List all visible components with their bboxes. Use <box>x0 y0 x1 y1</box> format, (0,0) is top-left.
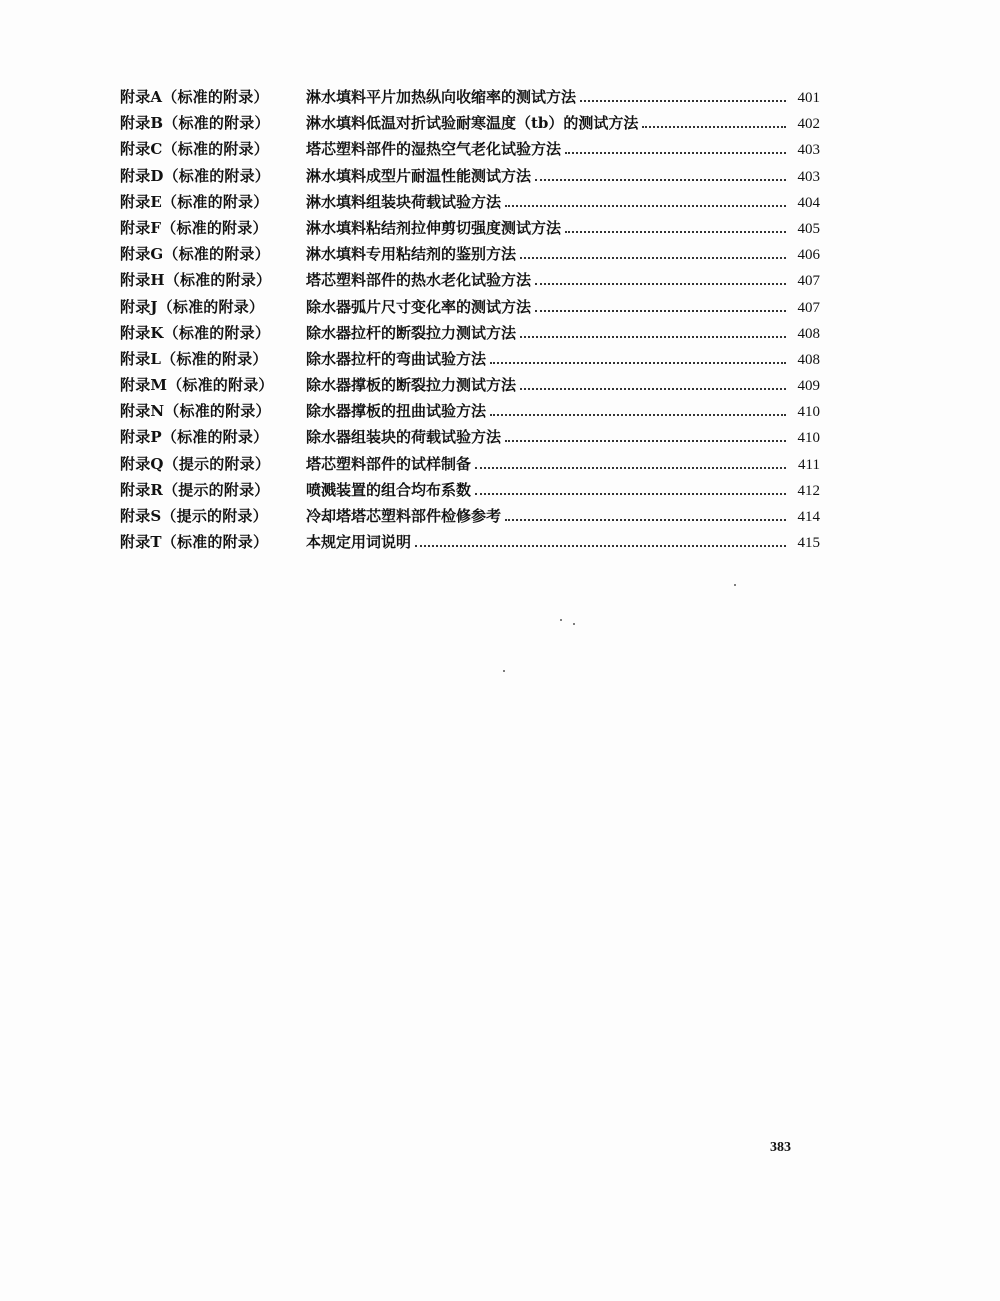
dot-leader <box>475 467 786 469</box>
toc-entry <box>120 398 820 424</box>
entry-page-number: 411 <box>798 456 820 473</box>
entry-label: 附录G（标准的附录） <box>120 245 270 264</box>
entry-page-number: 403 <box>797 142 820 159</box>
entry-page-number: 410 <box>797 430 820 447</box>
entry-page-number: 401 <box>797 90 820 106</box>
entry-page-number: 404 <box>797 194 820 211</box>
entry-title: 除水器撑板的扭曲试验方法 <box>306 402 487 421</box>
entry-page-number: 412 <box>797 482 820 499</box>
entry-page-number: 410 <box>797 404 820 421</box>
toc-entry <box>120 346 820 372</box>
entry-label: 附录F（标准的附录） <box>120 218 268 237</box>
toc-entry <box>120 477 820 503</box>
entry-title: 塔芯塑料部件的试样制备 <box>306 454 472 473</box>
toc-entry <box>120 451 820 477</box>
entry-title: 除水器拉杆的断裂拉力测试方法 <box>306 323 517 342</box>
entry-page-number: 403 <box>797 168 820 185</box>
table-of-contents <box>120 84 820 555</box>
toc-entry <box>120 215 820 241</box>
entry-label: 附录L（标准的附录） <box>120 349 268 368</box>
dot-leader <box>580 100 786 102</box>
entry-label: 附录B（标准的附录） <box>120 114 270 133</box>
scan-speck <box>503 670 505 672</box>
entry-title: 塔芯塑料部件的热水老化试验方法 <box>306 271 532 290</box>
entry-label: 附录E（标准的附录） <box>120 192 269 211</box>
entry-label: 附录Q（提示的附录） <box>120 454 271 473</box>
entry-page-number: 406 <box>797 247 820 264</box>
toc-entry <box>120 110 820 136</box>
entry-title: 淋水填料成型片耐温性能测试方法 <box>306 166 532 185</box>
dot-leader <box>415 545 786 547</box>
entry-label: 附录M（标准的附录） <box>120 376 274 395</box>
entry-label: 附录R（提示的附录） <box>120 480 270 499</box>
toc-entry <box>120 529 820 555</box>
dot-leader <box>520 388 786 390</box>
dot-leader <box>520 257 786 259</box>
entry-page-number: 407 <box>797 299 820 316</box>
toc-entry <box>120 503 820 529</box>
page-number: 383 <box>770 1140 791 1155</box>
entry-label: 附录P（标准的附录） <box>120 428 269 447</box>
scan-speck <box>573 623 575 625</box>
entry-title: 淋水填料平片加热纵向收缩率的测试方法 <box>306 88 577 106</box>
toc-entry <box>120 294 820 320</box>
entry-page-number: 402 <box>797 116 820 133</box>
entry-title: 冷却塔塔芯塑料部件检修参考 <box>306 507 502 525</box>
dot-leader <box>505 440 786 442</box>
entry-title: 除水器弧片尺寸变化率的测试方法 <box>306 297 532 316</box>
entry-page-number: 407 <box>797 273 820 290</box>
toc-entry <box>120 163 820 189</box>
entry-label: 附录N（标准的附录） <box>120 402 271 421</box>
entry-title: 淋水填料低温对折试验耐寒温度（tb）的测试方法 <box>306 114 639 133</box>
entry-page-number: 414 <box>797 509 820 525</box>
toc-entry <box>120 267 820 293</box>
entry-page-number: 405 <box>797 220 820 237</box>
toc-entry <box>120 189 820 215</box>
entry-title: 除水器组装块的荷载试验方法 <box>306 428 502 447</box>
entry-title: 淋水填料粘结剂拉伸剪切强度测试方法 <box>306 218 562 237</box>
entry-label: 附录A（标准的附录） <box>120 88 269 106</box>
dot-leader <box>475 493 786 495</box>
entry-title: 淋水填料组装块荷载试验方法 <box>306 192 502 211</box>
toc-entry <box>120 424 820 450</box>
entry-title: 塔芯塑料部件的湿热空气老化试验方法 <box>306 140 562 159</box>
dot-leader <box>535 179 786 181</box>
entry-title: 除水器拉杆的弯曲试验方法 <box>306 349 487 368</box>
dot-leader <box>490 362 786 364</box>
scan-speck <box>734 584 736 586</box>
dot-leader <box>490 414 786 416</box>
entry-page-number: 408 <box>797 351 820 368</box>
entry-page-number: 408 <box>797 325 820 342</box>
toc-entry <box>120 320 820 346</box>
dot-leader <box>565 152 786 154</box>
entry-page-number: 409 <box>797 378 820 395</box>
toc-entry <box>120 136 820 162</box>
dot-leader <box>642 126 786 128</box>
dot-leader <box>520 336 786 338</box>
entry-label: 附录K（标准的附录） <box>120 323 271 342</box>
dot-leader <box>505 205 786 207</box>
entry-label: 附录H（标准的附录） <box>120 271 272 290</box>
entry-title: 本规定用词说明 <box>306 533 412 552</box>
entry-label: 附录S（提示的附录） <box>120 507 268 525</box>
entry-title: 喷溅装置的组合均布系数 <box>306 480 472 499</box>
toc-entry <box>120 372 820 398</box>
entry-label: 附录J（标准的附录） <box>120 297 265 316</box>
toc-entry <box>120 241 820 267</box>
entry-label: 附录D（标准的附录） <box>120 166 271 185</box>
entry-label: 附录T（标准的附录） <box>120 533 269 552</box>
entry-label: 附录C（标准的附录） <box>120 140 269 159</box>
entry-title: 淋水填料专用粘结剂的鉴别方法 <box>306 245 517 264</box>
toc-entry <box>120 84 820 110</box>
dot-leader <box>565 231 786 233</box>
dot-leader <box>535 283 786 285</box>
dot-leader <box>505 519 786 521</box>
dot-leader <box>535 310 786 312</box>
entry-title: 除水器撑板的断裂拉力测试方法 <box>306 376 517 395</box>
entry-page-number: 415 <box>797 535 820 552</box>
scan-speck <box>560 619 562 621</box>
